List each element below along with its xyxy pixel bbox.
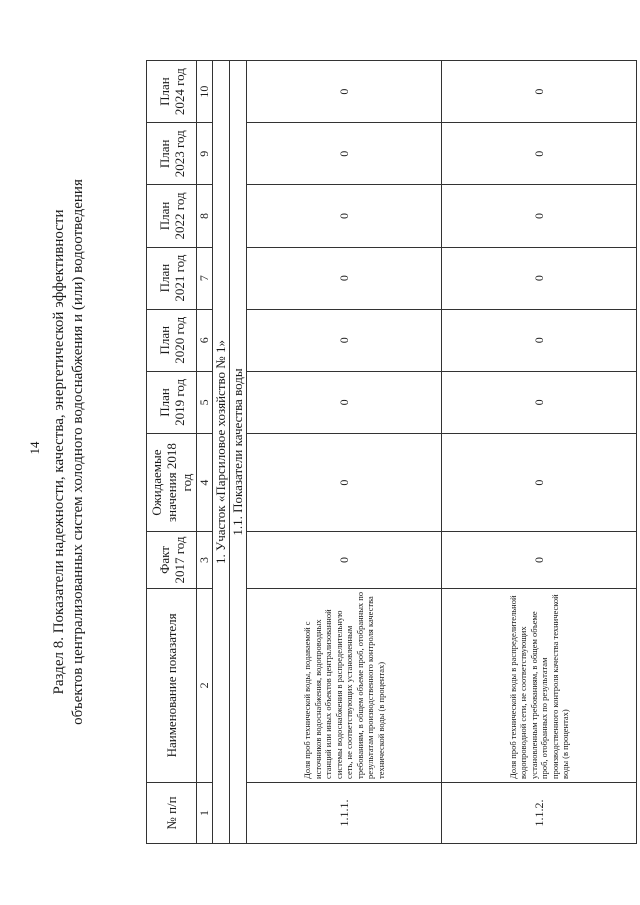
value-cell: 0	[442, 61, 637, 123]
value-cell: 0	[442, 371, 637, 433]
subsection-heading: 1.1. Показатели качества воды	[230, 61, 247, 844]
value-cell: 0	[442, 247, 637, 309]
value-cell: 0	[442, 532, 637, 589]
header-cell: План 2020 год	[147, 309, 197, 371]
header-cell: План 2022 год	[147, 185, 197, 247]
value-cell: 0	[442, 433, 637, 531]
subsection-row	[230, 61, 247, 844]
header-cell: План 2024 год	[147, 61, 197, 123]
value-cell: 0	[247, 247, 442, 309]
value-cell: 0	[247, 371, 442, 433]
column-number: 3	[197, 532, 213, 589]
indicator-name: Доля проб технической воды, подаваемой с источников водоснабжения, водопроводных станций или иных объектов централизованной системы водоснабжения в распределительную сеть, не соответствующих установленным требованиям, в общем объеме проб, отобранных по результатам производственного контроля качества технической воды (в процентах)	[247, 588, 442, 782]
header-cell: № п/п	[147, 782, 197, 843]
value-cell: 0	[247, 433, 442, 531]
value-cell: 0	[442, 185, 637, 247]
section-title	[50, 60, 90, 844]
table-row	[247, 61, 442, 844]
title-line-1: Раздел 8. Показатели надежности, качества, энергетической эффективности	[51, 209, 67, 695]
value-cell: 0	[247, 61, 442, 123]
column-number: 1	[197, 782, 213, 843]
column-number: 9	[197, 123, 213, 185]
indicator-name: Доля проб технической воды в распределительной водопроводной сети, не соответствующих установленным требованиям, в общем объеме проб, отобранных по результатам производственного контроля качества технической воды (в процентах)	[442, 588, 637, 782]
column-number: 7	[197, 247, 213, 309]
column-number: 10	[197, 61, 213, 123]
value-cell: 0	[247, 309, 442, 371]
header-cell: Факт 2017 год	[147, 532, 197, 589]
row-number: 1.1.2.	[442, 782, 637, 843]
value-cell: 0	[442, 123, 637, 185]
header-cell: План 2021 год	[147, 247, 197, 309]
indicators-table	[146, 60, 637, 844]
header-cell: Наименование показателя	[147, 588, 197, 782]
header-row	[147, 61, 197, 844]
table-row	[442, 61, 637, 844]
page-number: 14	[27, 441, 42, 455]
section-row	[213, 61, 230, 844]
title-line-2: объектов централизованных систем холодного водоснабжения и (или) водоотведения	[70, 179, 86, 725]
rotated-page	[50, 60, 590, 844]
row-number: 1.1.1.	[247, 782, 442, 843]
value-cell: 0	[247, 532, 442, 589]
column-number-row	[197, 61, 213, 844]
column-number: 6	[197, 309, 213, 371]
header-cell: План 2019 год	[147, 371, 197, 433]
value-cell: 0	[247, 123, 442, 185]
column-number: 4	[197, 433, 213, 531]
section-heading: 1. Участок «Парсиловое хозяйство № 1»	[213, 61, 230, 844]
column-number: 5	[197, 371, 213, 433]
value-cell: 0	[442, 309, 637, 371]
header-cell: План 2023 год	[147, 123, 197, 185]
value-cell: 0	[247, 185, 442, 247]
column-number: 2	[197, 588, 213, 782]
header-cell: Ожидаемые значения 2018 год	[147, 433, 197, 531]
column-number: 8	[197, 185, 213, 247]
